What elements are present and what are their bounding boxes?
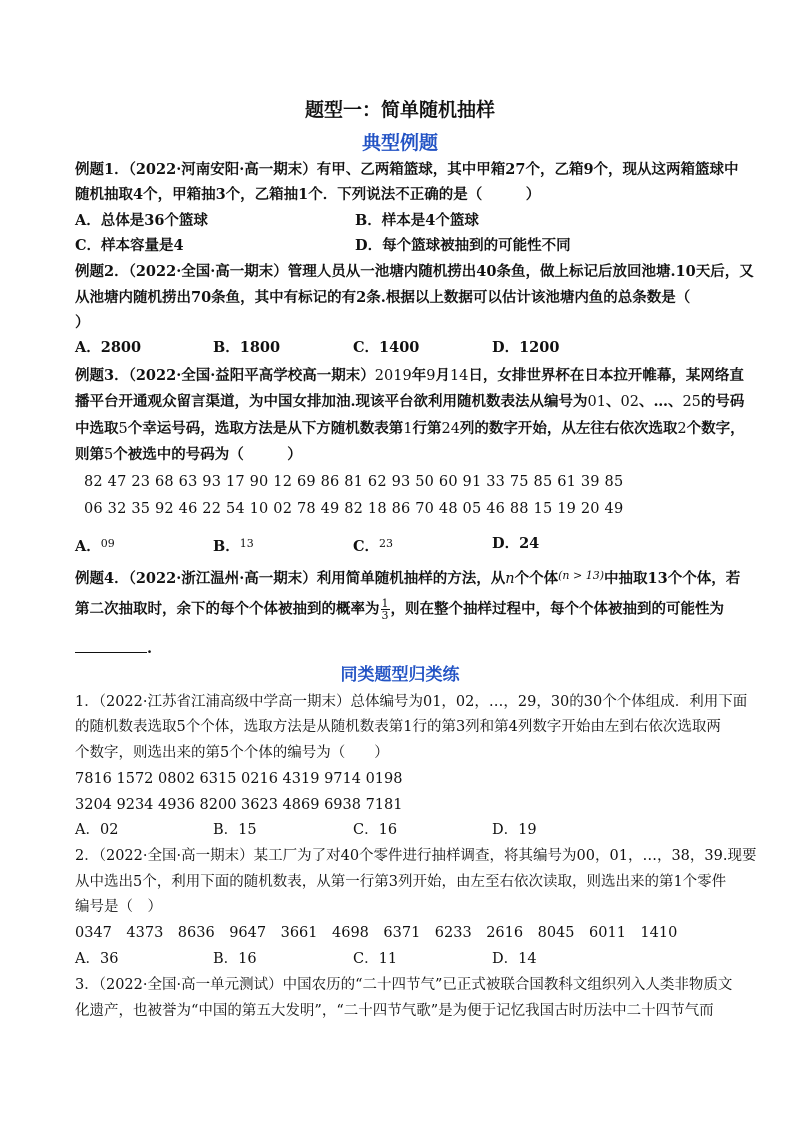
example3-option-c-value: 23	[379, 537, 394, 550]
example3-digits-2: 2	[677, 421, 687, 437]
example3-option-a	[75, 534, 115, 557]
example3-line3-text-g: 列的数字开始，从左往右依次选取	[459, 420, 678, 437]
answer-blank	[75, 638, 147, 653]
example3-nth-5: 5	[104, 447, 114, 463]
practice1-option-d: D．19	[492, 822, 537, 838]
example4-line1-text-c: 中抽取13个个体，若	[604, 570, 741, 587]
section-title: 题型一：简单随机抽样	[304, 99, 495, 121]
example3-option-b-value: 13	[239, 537, 254, 550]
example3-line2-text-a: 播平台开通观众留言渠道，为中国女排加油.现该平台欲利用随机数表法从编号为	[75, 393, 588, 410]
practice1-option-b: B．15	[213, 822, 257, 838]
practice1-option-c: C．16	[353, 822, 398, 838]
example3-col-24: 24	[441, 421, 460, 437]
example3-random-table-row2: 06 32 35 92 46 22 54 10 02 78 49 82 18 86 70 48 05 46 88 15 19 20 49	[84, 501, 624, 517]
practice-heading: 同类题型归类练	[340, 665, 460, 685]
practice1-line2: 的随机数表选取5个个体，选取方法是从随机数表第1行的第3列和第4列数字开始由左到右依次选取两	[75, 719, 721, 735]
example1-option-d: D．每个篮球被抽到的可能性不同	[355, 237, 571, 254]
practice2-random-table: 0347 4373 8636 9647 3661 4698 6371 6233 2616 8045 6011 1410	[75, 925, 678, 941]
example3-option-c	[353, 534, 393, 557]
example2-line1: 例题2．（2022·全国·高一期末）管理人员从一池塘内随机捞出40条鱼，做上标记后放回池塘.10天后，又	[75, 263, 754, 280]
example3-random-table-row1: 82 47 23 68 63 93 17 90 12 69 86 81 62 93 50 60 91 33 75 85 61 39 85	[84, 474, 624, 490]
example4-line2	[75, 598, 724, 621]
example3-line3-text-a: 中选取	[75, 420, 119, 437]
practice2-option-c: C．11	[353, 951, 398, 967]
example4-fraction-numerator: 1	[381, 597, 389, 610]
example4-line3	[75, 638, 152, 659]
example3-line2-text-c: 、	[606, 393, 621, 410]
example4-line1	[75, 566, 740, 589]
example3-option-a-label: A．	[75, 538, 101, 555]
example2-option-d: D．1200	[492, 339, 560, 356]
example1-option-b: B．样本是4个篮球	[355, 212, 479, 229]
example3-line3-text-i: 个数字，	[686, 420, 745, 437]
example3-option-b-label: B．	[213, 538, 240, 555]
practice3-line1: 3．（2022·全国·高一单元测试）中国农历的“二十四节气”已正式被联合国教科文组织列入人类非物质文	[75, 977, 733, 993]
example3-line1-text-c: 年	[411, 367, 427, 384]
practice2-option-d: D．14	[492, 951, 537, 967]
example3-line4	[75, 445, 302, 465]
example4-line1-text-a: 例题4．（2022·浙江温州·高一期末）利用简单随机抽样的方法，从	[75, 570, 506, 587]
example4-line2-text-a: 第二次抽取时，余下的每个个体被抽到的概率为	[75, 600, 380, 618]
example2-line3: ）	[75, 314, 90, 331]
practice2-option-a: A．36	[75, 951, 119, 967]
example3-code-02: 02	[620, 394, 639, 410]
example3-line1-text-a: 例题3．（2022·全国·益阳平高学校高一期末）	[75, 367, 375, 384]
example3-line2-text-e: 、…、	[638, 393, 683, 410]
practice1-random-table-row2: 3204 9234 4936 8200 3623 4869 6938 7181	[75, 797, 403, 813]
example4-fraction-denominator: 3	[381, 609, 389, 622]
example3-line3	[75, 419, 745, 439]
example3-option-b	[213, 534, 254, 557]
example3-count-5: 5	[118, 421, 128, 437]
example4-condition: (n > 13)	[558, 569, 605, 582]
practice2-line2: 从中选出5个，利用下面的随机数表，从第一行第3列开始，由左至右依次读取，则选出来的第1个零件	[75, 874, 727, 890]
example3-code-01: 01	[587, 394, 606, 410]
practice2-line3: 编号是（ ）	[75, 899, 162, 915]
example4-fraction	[381, 598, 390, 621]
example4-line2-text-b: ，则在整个抽样过程中，每个个体被抽到的可能性为	[390, 600, 724, 618]
example3-line1-text-e: 月	[435, 367, 450, 384]
practice1-line3: 个数字，则选出来的第5个个体的编号为（ ）	[75, 745, 389, 761]
example2-line2: 从池塘内随机捞出70条鱼，其中有标记的有2条.根据以上数据可以估计该池塘内鱼的总条数是（	[75, 289, 691, 306]
example3-line3-text-c: 个幸运号码，选取方法是从下方随机数表第	[127, 420, 404, 437]
practice1-line1: 1．（2022·江苏省江浦高级中学高一期末）总体编号为01，02，…，29，30的30个个体组成．利用下面	[75, 694, 748, 710]
example3-year: 2019	[374, 368, 412, 384]
example1-option-c: C．样本容量是4	[75, 237, 184, 254]
example3-row-1: 1	[403, 421, 413, 437]
example2-option-b: B．1800	[213, 339, 281, 356]
example1-line2: 随机抽取4个，甲箱抽3个，乙箱抽1个．下列说法不正确的是（ ）	[75, 186, 541, 203]
example3-option-d: D．24	[492, 535, 540, 552]
example3-code-25: 25	[682, 394, 701, 410]
example2-option-c: C．1400	[353, 339, 420, 356]
example3-line1-text-g: 日，女排世界杯在日本拉开帷幕，某网络直	[468, 367, 744, 384]
example4-variable-n: n	[505, 571, 515, 587]
example3-day: 14	[449, 368, 469, 384]
example1-option-a: A．总体是36个篮球	[75, 212, 208, 229]
example4-line1-text-b: 个个体	[514, 570, 559, 587]
example4-line3-period: .	[147, 640, 153, 657]
practice1-option-a: A．02	[75, 822, 119, 838]
example3-month: 9	[426, 368, 436, 384]
practice2-line1: 2．（2022·全国·高一期末）某工厂为了对40个零件进行抽样调查，将其编号为00，01，…，38，39.现要	[75, 848, 757, 864]
practice2-option-b: B．16	[213, 951, 257, 967]
example3-line1	[75, 366, 744, 386]
example3-line2-text-g: 的号码	[700, 393, 745, 410]
example3-line4-text-c: 个被选中的号码为（ ）	[113, 446, 302, 463]
examples-heading: 典型例题	[361, 132, 438, 154]
example3-line4-text-a: 则第	[75, 446, 104, 463]
example3-line3-text-e: 行第	[412, 420, 442, 437]
example3-option-c-label: C．	[353, 538, 380, 555]
example3-line2	[75, 392, 744, 412]
practice3-line2: 化遗产，也被誉为“中国的第五大发明”，“二十四节气歌”是为便于记忆我国古时历法中二十四节气而	[75, 1003, 714, 1019]
example3-option-a-value: 09	[100, 537, 115, 550]
example2-option-a: A．2800	[75, 339, 142, 356]
practice1-random-table-row1: 7816 1572 0802 6315 0216 4319 9714 0198	[75, 771, 403, 787]
example1-line1: 例题1．（2022·河南安阳·高一期末）有甲、乙两箱篮球，其中甲箱27个，乙箱9个，现从这两箱篮球中	[75, 161, 739, 178]
